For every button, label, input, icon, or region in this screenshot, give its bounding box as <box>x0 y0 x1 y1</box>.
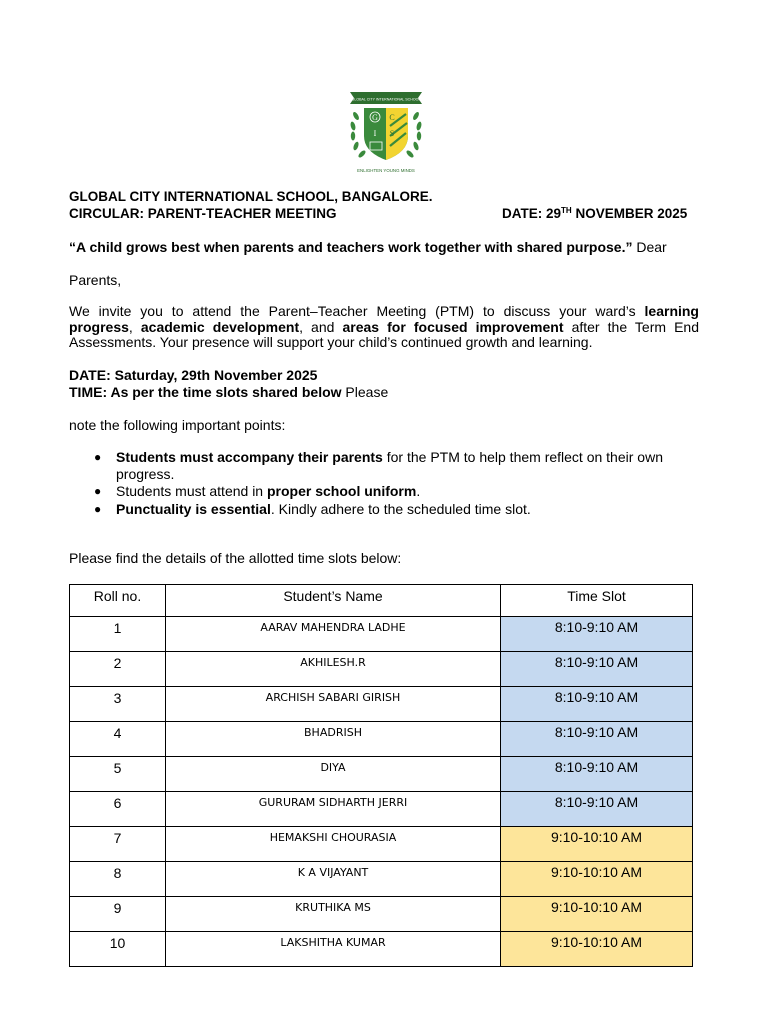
time-slot-cell: 8:10-9:10 AM <box>501 792 693 827</box>
quote-line: “A child grows best when parents and teachers work together with shared purpose.” Dear <box>69 239 667 255</box>
intro-paragraph: We invite you to attend the Parent–Teacher Meeting (PTM) to discuss your ward’s learning progress, academic development, and areas for focused improvement after the Term End Assessments. Your presence will support your child’s continued growth and learning. <box>69 303 699 351</box>
list-item: ● Students must accompany their parents for the PTM to help them reflect on their own progress. <box>94 449 663 482</box>
svg-text:S: S <box>389 129 395 138</box>
table-intro: Please find the details of the allotted time slots below: <box>69 550 402 566</box>
table-row <box>70 722 693 757</box>
student-name-cell: HEMAKSHI CHOURASIA <box>166 827 501 862</box>
student-name-cell: K A VIJAYANT <box>166 862 501 897</box>
time-slot-cell: 9:10-10:10 AM <box>501 827 693 862</box>
student-name-cell: DIYA <box>166 757 501 792</box>
student-name-cell: ARCHISH SABARI GIRISH <box>166 687 501 722</box>
svg-text:I: I <box>373 129 377 138</box>
time-slot-table <box>69 584 693 967</box>
roll-number-cell: 6 <box>70 792 166 827</box>
header-slot: Time Slot <box>501 585 693 617</box>
svg-text:G: G <box>372 113 378 122</box>
student-name-cell: BHADRISH <box>166 722 501 757</box>
table-row <box>70 792 693 827</box>
time-slot-cell: 9:10-10:10 AM <box>501 897 693 932</box>
student-name-cell: AARAV MAHENDRA LADHE <box>166 617 501 652</box>
table-row <box>70 862 693 897</box>
roll-number-cell: 9 <box>70 897 166 932</box>
header-name: Student’s Name <box>166 585 501 617</box>
roll-number-cell: 10 <box>70 932 166 967</box>
quote-text: “A child grows best when parents and teachers work together with shared purpose.” <box>69 239 633 255</box>
meeting-time: TIME: As per the time slots shared below Please <box>69 384 389 400</box>
roll-number-cell: 5 <box>70 757 166 792</box>
table-row <box>70 827 693 862</box>
list-item: ● Punctuality is essential. Kindly adhere to the scheduled time slot. <box>94 500 531 517</box>
table-row <box>70 687 693 722</box>
table-row <box>70 617 693 652</box>
time-slot-cell: 8:10-9:10 AM <box>501 652 693 687</box>
roll-number-cell: 2 <box>70 652 166 687</box>
roll-number-cell: 7 <box>70 827 166 862</box>
table-header-row <box>70 585 693 617</box>
time-slot-cell: 9:10-10:10 AM <box>501 862 693 897</box>
svg-text:C: C <box>389 113 395 122</box>
student-name-cell: AKHILESH.R <box>166 652 501 687</box>
circular-date: DATE: 29TH NOVEMBER 2025 <box>502 206 688 221</box>
school-logo <box>344 86 428 176</box>
roll-number-cell: 1 <box>70 617 166 652</box>
student-name-cell: GURURAM SIDHARTH JERRI <box>166 792 501 827</box>
time-slot-cell: 8:10-9:10 AM <box>501 687 693 722</box>
table-row <box>70 897 693 932</box>
roll-number-cell: 3 <box>70 687 166 722</box>
bullet-icon: ● <box>94 501 102 516</box>
table-row <box>70 757 693 792</box>
bullet-icon: ● <box>94 484 102 498</box>
school-name: GLOBAL CITY INTERNATIONAL SCHOOL, BANGALORE. <box>69 189 433 204</box>
time-slot-cell: 8:10-9:10 AM <box>501 617 693 652</box>
roll-number-cell: 8 <box>70 862 166 897</box>
salutation: Parents, <box>69 272 122 288</box>
table-row <box>70 652 693 687</box>
important-points <box>69 449 689 518</box>
logo-tagline: ENLIGHTEN YOUNG MINDS <box>357 168 415 173</box>
header-roll: Roll no. <box>70 585 166 617</box>
time-slot-cell: 9:10-10:10 AM <box>501 932 693 967</box>
list-item: ● Students must attend in proper school uniform. <box>94 483 421 499</box>
table-row <box>70 932 693 967</box>
note-line: note the following important points: <box>69 417 286 433</box>
meeting-date: DATE: Saturday, 29th November 2025 <box>69 367 318 383</box>
roll-number-cell: 4 <box>70 722 166 757</box>
logo-ribbon-text: GLOBAL CITY INTERNATIONAL SCHOOL <box>351 97 421 102</box>
student-name-cell: LAKSHITHA KUMAR <box>166 932 501 967</box>
circular-title: CIRCULAR: PARENT-TEACHER MEETING <box>69 206 337 221</box>
time-slot-cell: 8:10-9:10 AM <box>501 757 693 792</box>
student-name-cell: KRUTHIKA MS <box>166 897 501 932</box>
time-slot-cell: 8:10-9:10 AM <box>501 722 693 757</box>
bullet-icon: ● <box>94 450 102 464</box>
